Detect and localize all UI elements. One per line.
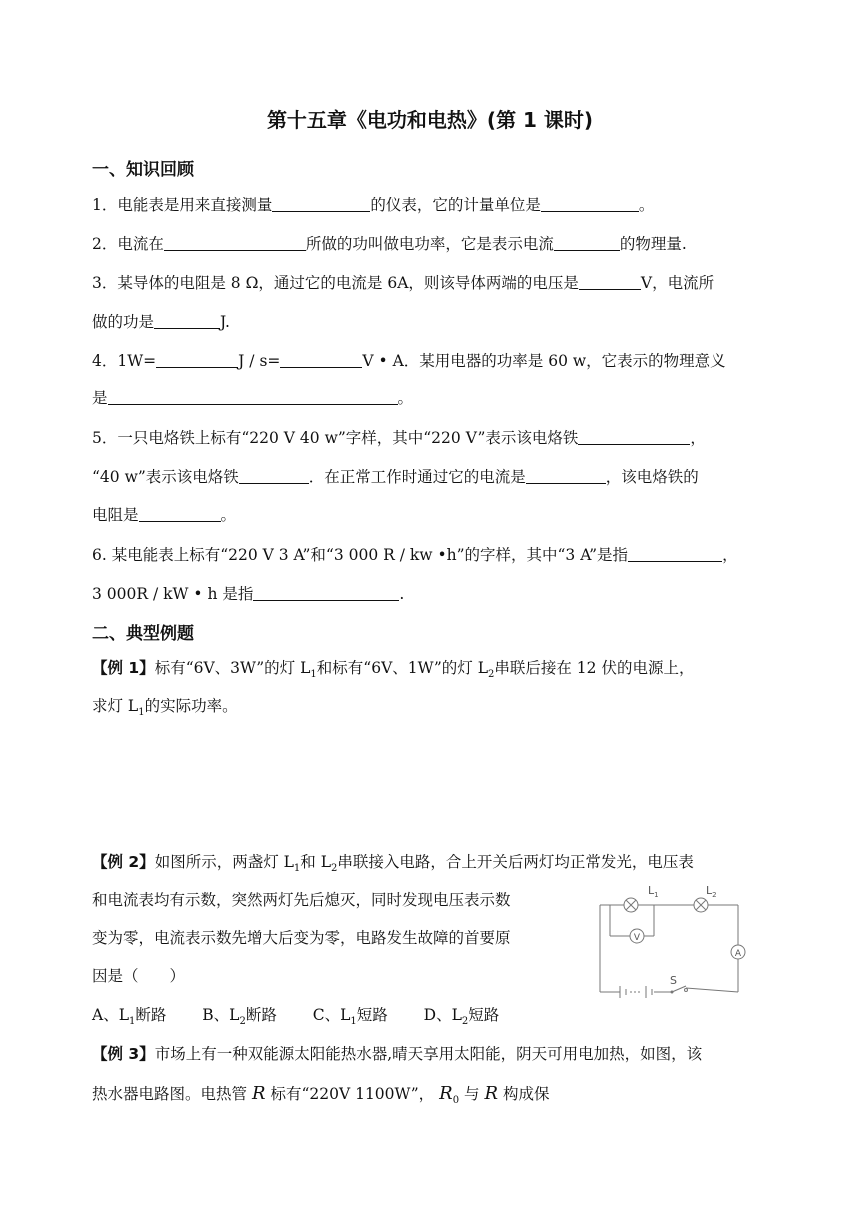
ex3-text-d: 与 — [464, 1085, 480, 1103]
section-heading-examples: 二、典型例题 — [92, 624, 194, 644]
example-2-options — [92, 1003, 499, 1027]
ex3-sub-0: 0 — [452, 1095, 460, 1107]
q1-text-b: 的仪表，它的计量单位是 — [370, 196, 541, 214]
label-s: S — [670, 974, 677, 987]
voltmeter-icon — [630, 929, 644, 943]
q5-blank-2[interactable] — [239, 469, 309, 484]
page-title: 第十五章《电功和电热》(第 1 课时) — [266, 108, 594, 132]
question-5-line-1 — [92, 426, 706, 448]
example-1-line-1 — [92, 656, 694, 680]
q4-text-c: V • A．某用电器的功率是 60 w，它表示的物理意义 — [362, 352, 726, 370]
q5-blank-1[interactable] — [578, 430, 690, 445]
option-b[interactable]: B、$L_2$断路 — [202, 1006, 277, 1028]
ex1-sub-1: 1 — [310, 669, 317, 681]
q5-text-b: ， — [690, 429, 706, 447]
ex1-text-d: 求灯 L — [92, 697, 139, 715]
q2-blank-1[interactable] — [164, 236, 306, 251]
svg-text:A: A — [734, 949, 742, 959]
ex2-sub-1: 1 — [293, 863, 301, 875]
q3-text-c: 做的功是 — [92, 313, 155, 331]
lamp-l1-icon — [624, 898, 638, 912]
q1-text-c: 。 — [638, 196, 655, 214]
ex3-text-a: 市场上有一种双能源太阳能热水器,晴天享用太阳能，阴天可用电加热，如图，该 — [154, 1045, 703, 1063]
ammeter-icon — [731, 945, 745, 959]
q1-text-a: 1．电能表是用来直接测量 — [92, 196, 273, 214]
q4-text-e: 。 — [397, 389, 414, 407]
example-1-label: 【例 1】 — [92, 659, 155, 677]
question-6-line-2 — [92, 582, 404, 604]
q5-text-a: 5．一只电烙铁上标有“220 V 40 w”字样，其中“220 V”表示该电烙铁 — [92, 429, 579, 447]
ex1-sub-3: 1 — [138, 707, 145, 719]
q1-blank-1[interactable] — [272, 197, 370, 212]
q2-text-a: 2．电流在 — [92, 235, 164, 253]
ex2-text-c: 串联接入电路，合上开关后两灯均正常发光，电压表 — [337, 853, 694, 871]
example-2-line-3 — [92, 926, 511, 948]
question-2 — [92, 232, 687, 254]
ex2-text-e: 变为零，电流表示数先增大后变为零，电路发生故障的首要原 — [92, 929, 511, 947]
section-heading-review: 一、知识回顾 — [92, 160, 194, 180]
ex3-symbol-r0: R — [439, 1083, 453, 1104]
question-6-line-1 — [92, 543, 738, 565]
example-3-line-1 — [92, 1042, 702, 1064]
q6-text-b: ， — [722, 546, 738, 564]
ex2-sub-2: 2 — [331, 863, 338, 875]
question-5-line-3 — [92, 503, 236, 525]
q4-text-d: 是 — [92, 389, 108, 407]
example-3-label: 【例 3】 — [92, 1045, 155, 1063]
q4-blank-2[interactable] — [280, 353, 362, 368]
q6-blank-1[interactable] — [628, 547, 722, 562]
option-d[interactable]: D、$L_2$短路 — [423, 1006, 500, 1028]
ex2-text-a: 如图所示，两盏灯 L — [154, 853, 294, 871]
question-5-line-2 — [92, 465, 699, 487]
q5-text-c: “40 w”表示该电烙铁 — [92, 468, 239, 486]
svg-text:V: V — [633, 933, 641, 943]
question-4-line-1 — [92, 349, 726, 371]
q5-text-f: 电阻是 — [92, 506, 139, 524]
q4-blank-1[interactable] — [156, 353, 238, 368]
q6-blank-2[interactable] — [253, 586, 399, 601]
example-2-line-2 — [92, 888, 511, 910]
example-3-line-2 — [92, 1082, 549, 1106]
q5-blank-3[interactable] — [526, 469, 606, 484]
ex1-text-b: 和标有“6V、1W”的灯 L — [316, 659, 488, 677]
ex1-text-e: 的实际功率。 — [144, 697, 238, 715]
q3-text-a: 3．某导体的电阻是 8 Ω，通过它的电流是 6A，则该导体两端的电压是 — [92, 274, 579, 292]
ex3-symbol-r: R — [251, 1083, 266, 1104]
ex3-symbol-r-2: R — [484, 1083, 499, 1104]
q5-text-e: ，该电烙铁的 — [605, 468, 699, 486]
option-c[interactable]: C、$L_1$短路 — [312, 1006, 388, 1028]
lamp-l2-icon — [694, 898, 708, 912]
example-2-label: 【例 2】 — [92, 853, 155, 871]
example-2-line-4 — [92, 964, 185, 986]
q5-blank-4[interactable] — [139, 507, 221, 522]
q4-blank-3[interactable] — [108, 390, 398, 405]
q2-text-c: 的物理量. — [619, 235, 687, 253]
ex3-text-b: 热水器电路图。电热管 — [92, 1085, 248, 1103]
ex1-text-c: 串联后接在 12 伏的电源上， — [494, 659, 695, 677]
q1-blank-2[interactable] — [541, 197, 639, 212]
ex1-text-a: 标有“6V、3W”的灯 L — [154, 659, 311, 677]
q6-text-d: . — [399, 585, 405, 603]
circuit-diagram — [590, 880, 750, 1000]
q2-blank-2[interactable] — [554, 236, 620, 251]
q2-text-b: 所做的功叫做电功率，它是表示电流 — [305, 235, 554, 253]
q5-text-g: 。 — [220, 506, 237, 524]
option-a[interactable]: A、$L_1$断路 — [92, 1006, 167, 1028]
ex3-text-e: 构成保 — [502, 1085, 550, 1103]
q3-blank-2[interactable] — [154, 314, 220, 329]
q6-text-a: 6. 某电能表上标有“220 V 3 A”和“3 000 R / kw •h”的字样，其中“3 A”是指 — [92, 546, 629, 564]
ex1-sub-2: 2 — [488, 669, 495, 681]
q3-blank-1[interactable] — [579, 275, 641, 290]
ex2-text-d: 和电流表均有示数，突然两灯先后熄灭，同时发现电压表示数 — [92, 891, 511, 909]
question-3-line-1 — [92, 271, 714, 293]
question-4-line-2 — [92, 386, 413, 408]
ex3-text-c: 标有“220V 1100W”， — [270, 1085, 435, 1103]
question-1 — [92, 193, 654, 215]
example-1-line-2 — [92, 694, 238, 718]
label-l2: $L_2$ — [706, 884, 717, 899]
q5-text-d: ．在正常工作时通过它的电流是 — [308, 468, 526, 486]
example-2-line-1 — [92, 850, 694, 874]
q4-text-a: 4．1W= — [92, 352, 157, 370]
ex2-text-b: 和 L — [300, 853, 332, 871]
ex2-text-f: 因是（ ） — [92, 967, 186, 985]
q4-text-b: J / s= — [238, 352, 281, 370]
label-l1: $L_1$ — [648, 884, 659, 899]
question-3-line-2 — [92, 310, 230, 332]
q3-text-d: J. — [220, 313, 230, 331]
q3-text-b: V，电流所 — [640, 274, 715, 292]
q6-text-c: 3 000R / kW • h 是指 — [92, 585, 254, 603]
